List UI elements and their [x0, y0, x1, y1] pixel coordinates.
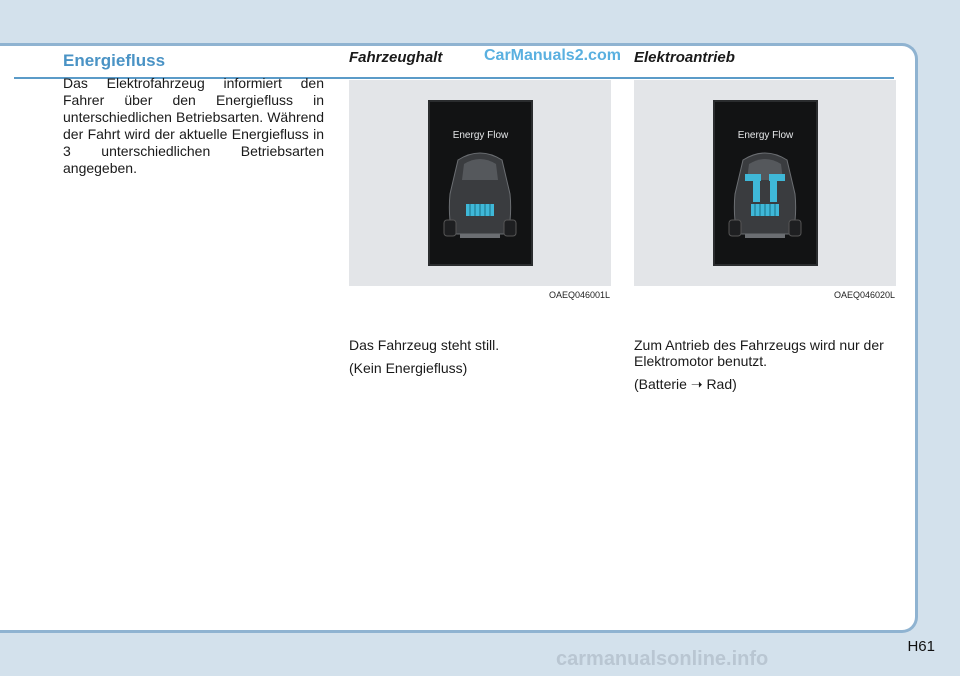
caption-stop-line2: (Kein Energiefluss) — [349, 360, 468, 376]
site-watermark: carmanualsonline.info — [556, 648, 769, 670]
caption-electric-line2 — [634, 376, 896, 392]
column-title-electric: Elektroantrieb — [634, 49, 735, 66]
car-topview-icon — [715, 102, 816, 264]
figure-vehicle-stop — [349, 80, 611, 300]
screen-title: Energy Flow — [452, 130, 509, 141]
figure-electric-drive — [634, 80, 896, 300]
carmanuals-watermark: CarManuals2.com — [484, 47, 621, 64]
page-number: H61 — [907, 638, 935, 655]
caption-arrow-prefix: (Batterie — [634, 376, 687, 392]
figure-code: OAEQ046020L — [833, 290, 895, 300]
car-topview-icon — [430, 102, 531, 264]
arrow-right-icon: ➝ — [690, 376, 703, 392]
caption-stop-line1: Das Fahrzeug steht still. — [349, 337, 500, 353]
screen-title: Energy Flow — [737, 130, 794, 141]
caption-electric-line1: Zum Antrieb des Fahrzeugs wird nur der Elektromotor benutzt. — [634, 337, 884, 369]
intro-paragraph: Das Elektrofahrzeug informiert den Fahrer über den Energiefluss in unterschiedlichen Betriebsarten. Während der Fahrt wird der aktuelle Energiefluss in 3 unterschiedlichen Betriebsarten angegeben. — [63, 75, 324, 176]
figure-code: OAEQ046001L — [548, 290, 610, 300]
section-heading: Energiefluss — [63, 51, 166, 70]
column-title-stop: Fahrzeughalt — [349, 49, 443, 66]
energy-flow-screen — [713, 100, 818, 266]
energy-flow-screen — [428, 100, 533, 266]
caption-arrow-suffix: Rad) — [706, 376, 737, 392]
